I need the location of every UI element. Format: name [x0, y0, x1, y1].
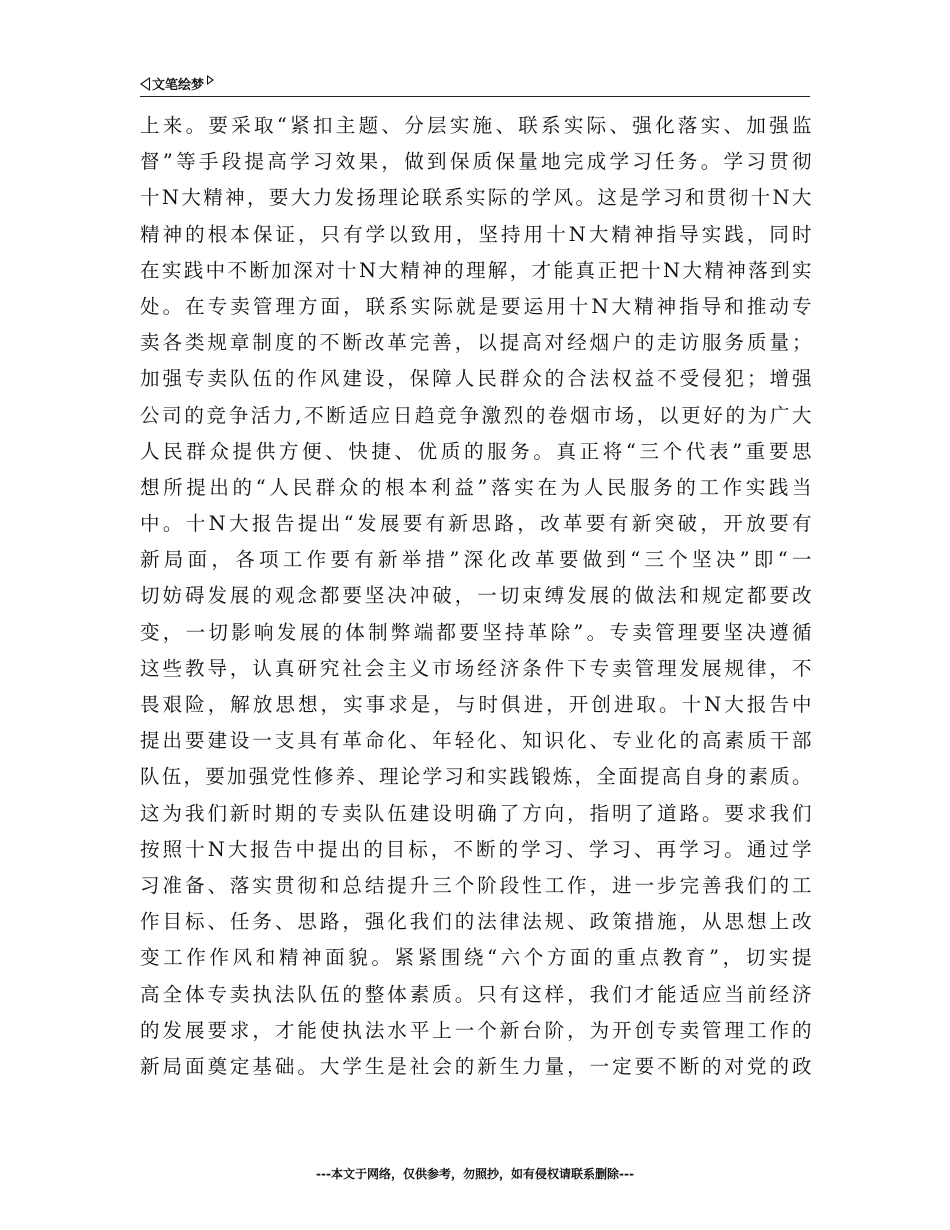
body-line: 作目标、任务、思路，强化我们的法律法规、政策措施，从思想上改 — [140, 910, 812, 934]
body-line: 公司的竞争活力,不断适应日趋竞争激烈的卷烟市场，以更好的为广大 — [140, 403, 812, 427]
body-line: 想所提出的“人民群众的根本利益”落实在为人民服务的工作实践当 — [140, 475, 812, 499]
body-line: 加强专卖队伍的作风建设，保障人民群众的合法权益不受侵犯；增强 — [140, 367, 812, 391]
body-line: 十N大精神，要大力发扬理论联系实际的学风。这是学习和贯彻十N大 — [140, 186, 812, 210]
body-line: 督”等手段提高学习效果，做到保质保量地完成学习任务。学习贯彻 — [140, 150, 812, 174]
body-line: 高全体专卖执法队伍的整体素质。只有这样，我们才能适应当前经济 — [140, 982, 812, 1006]
body-line: 精神的根本保证，只有学以致用，坚持用十N大精神指导实践，同时 — [140, 222, 812, 246]
document-body — [140, 108, 812, 1085]
header-brand — [140, 74, 214, 93]
body-line: 变工作作风和精神面貌。紧紧围绕“六个方面的重点教育”，切实提 — [140, 946, 812, 970]
page-header — [140, 72, 810, 97]
body-line: 中。十N大报告提出“发展要有新思路，改革要有新突破，开放要有 — [140, 512, 812, 536]
body-line: 新局面，各项工作要有新举措”深化改革要做到“三个坚决”即“一 — [140, 548, 812, 572]
body-line: 新局面奠定基础。大学生是社会的新生力量，一定要不断的对党的政 — [140, 1054, 812, 1078]
body-line: 变，一切影响发展的体制弊端都要坚持革除”。专卖管理要坚决遵循 — [140, 620, 812, 644]
body-line: 的发展要求，才能使执法水平上一个新台阶，为开创专卖管理工作的 — [140, 1018, 812, 1042]
left-triangle-icon — [140, 77, 150, 91]
body-line: 切妨碍发展的观念都要坚决冲破，一切束缚发展的做法和规定都要改 — [140, 584, 812, 608]
page-footer-notice: ---本文于网络，仅供参考，勿照抄，如有侵权请联系删除--- — [316, 1167, 634, 1181]
brand-text: 文笔绘梦 — [152, 78, 205, 93]
body-line: 提出要建设一支具有革命化、年轻化、知识化、专业化的高素质干部 — [140, 729, 812, 753]
body-line: 卖各类规章制度的不断改革完善，以提高对经烟户的走访服务质量； — [140, 331, 812, 355]
body-line: 这为我们新时期的专卖队伍建设明确了方向，指明了道路。要求我们 — [140, 801, 812, 825]
body-line: 在实践中不断加深对十N大精神的理解，才能真正把十N大精神落到实 — [140, 258, 812, 282]
body-line: 人民群众提供方便、快捷、优质的服务。真正将“三个代表”重要思 — [140, 439, 812, 463]
body-line: 上来。要采取“紧扣主题、分层实施、联系实际、强化落实、加强监 — [140, 114, 812, 137]
body-line: 畏艰险，解放思想，实事求是，与时俱进，开创进取。十N大报告中 — [140, 693, 812, 716]
body-line: 习准备、落实贯彻和总结提升三个阶段性工作，进一步完善我们的工 — [140, 873, 812, 897]
body-line: 处。在专卖管理方面，联系实际就是要运用十N大精神指导和推动专 — [140, 294, 812, 318]
body-line: 按照十N大报告中提出的目标，不断的学习、学习、再学习。通过学 — [140, 837, 812, 861]
body-line: 这些教导，认真研究社会主义市场经济条件下专卖管理发展规律，不 — [140, 656, 812, 680]
right-triangle-icon — [207, 75, 214, 85]
body-line: 队伍，要加强党性修养、理论学习和实践锻炼，全面提高自身的素质。 — [140, 765, 812, 789]
